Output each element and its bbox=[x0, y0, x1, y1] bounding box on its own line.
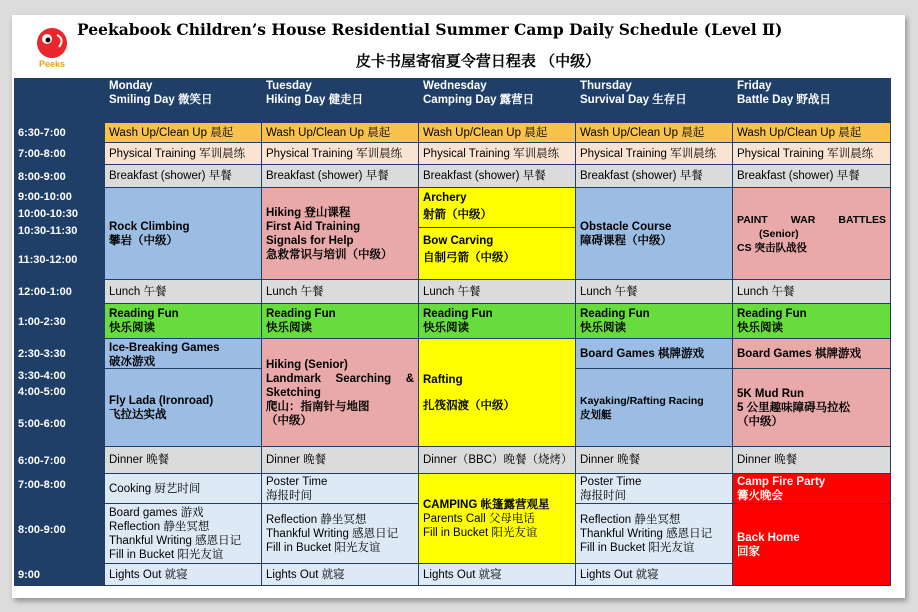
cell-text: Rafting bbox=[423, 373, 463, 386]
cell-text: 回家 bbox=[737, 545, 760, 558]
cell-text: Landmark Searching & bbox=[266, 372, 414, 385]
activity-lights-out bbox=[105, 564, 262, 586]
cell-text: PAINT WAR BATTLES bbox=[737, 213, 886, 226]
cell-text: Reading Fun bbox=[266, 308, 336, 320]
time-slot: 3:30-4:00 bbox=[14, 369, 105, 383]
cell-text: Thankful Writing 感恩日记 bbox=[580, 527, 713, 540]
activity-breakfast bbox=[419, 165, 576, 188]
cell-text: Reflection 静坐冥想 bbox=[580, 513, 681, 526]
cell-text: Fill in Bucket 阳光友谊 bbox=[109, 548, 224, 561]
cell-text: 5K Mud Run bbox=[737, 387, 805, 400]
time-slot: 8:00-9:00 bbox=[14, 496, 105, 564]
activity-reading bbox=[262, 304, 419, 339]
activity-fly-lada bbox=[105, 369, 262, 447]
activity-rafting bbox=[419, 339, 576, 447]
cell-text: 急救常识与培训（中级） bbox=[266, 248, 393, 261]
cell-text: Signals for Help bbox=[266, 234, 354, 247]
activity-ice-breaking bbox=[105, 339, 262, 369]
activity-camping bbox=[419, 474, 576, 564]
activity-lights-out bbox=[576, 564, 733, 586]
activity-poster-time bbox=[576, 474, 733, 504]
activity-washup bbox=[733, 123, 891, 143]
activity-dinner bbox=[576, 447, 733, 474]
time-slot: 10:00-10:30 bbox=[14, 206, 105, 222]
cell-text: Breakfast (shower) 早餐 bbox=[737, 170, 860, 182]
activity-training bbox=[733, 143, 891, 165]
cell-text: （中级） bbox=[266, 414, 312, 427]
cell-text: Lunch 午餐 bbox=[737, 285, 795, 298]
activity-dinner bbox=[105, 447, 262, 474]
cell-text: 破冰游戏 bbox=[109, 356, 155, 368]
day-header-wednesday bbox=[419, 78, 576, 112]
cell-text: Poster Time bbox=[266, 475, 328, 488]
cell-text: (Senior) bbox=[759, 227, 799, 240]
cell-text: Breakfast (shower) 早餐 bbox=[266, 170, 389, 182]
activity-archery bbox=[419, 188, 576, 228]
cell-text: 快乐阅读 bbox=[580, 322, 626, 334]
page-title-zh: 皮卡书屋寄宿夏令营日程表 （中级） bbox=[355, 53, 601, 70]
cell-text: Fill in Bucket 阳光友谊 bbox=[266, 541, 381, 554]
activity-cooking bbox=[105, 474, 262, 504]
activity-bow-carving bbox=[419, 228, 576, 280]
cell-text: Dinner 晚餐 bbox=[580, 454, 641, 466]
activity-mud-run bbox=[733, 369, 891, 447]
cell-text: 自制弓箭（中级） bbox=[423, 252, 515, 264]
cell-text: 海报时间 bbox=[580, 489, 626, 502]
activity-washup bbox=[105, 123, 262, 143]
activity-back-home bbox=[733, 504, 891, 586]
time-slot: 11:30-12:00 bbox=[14, 240, 105, 280]
cell-text: 攀岩（中级） bbox=[109, 234, 178, 247]
time-slot: 7:00-8:00 bbox=[14, 143, 105, 165]
cell-text: Lights Out 就寝 bbox=[109, 568, 188, 581]
cell-text: 5 公里趣味障碍马拉松 bbox=[737, 401, 851, 414]
cell-text: 海报时间 bbox=[266, 489, 312, 502]
cell-text: Lunch 午餐 bbox=[109, 285, 167, 298]
cell-text: Poster Time bbox=[580, 475, 642, 488]
cell-text: Reflection 静坐冥想 bbox=[266, 513, 367, 526]
activity-reading bbox=[576, 304, 733, 339]
logo-text: Peeks bbox=[38, 59, 66, 69]
cell-text: Dinner 晚餐 bbox=[109, 454, 170, 466]
cell-text: Dinner 晚餐 bbox=[266, 454, 327, 466]
activity-training bbox=[419, 143, 576, 165]
activity-breakfast bbox=[576, 165, 733, 188]
time-slot: 9:00 bbox=[14, 564, 105, 586]
time-slot: 7:00-8:00 bbox=[14, 474, 105, 496]
cell-text: Lunch 午餐 bbox=[423, 285, 481, 298]
activity-lunch bbox=[105, 280, 262, 304]
day-name: Wednesday bbox=[423, 80, 487, 92]
cell-text: 扎筏泅渡（中级） bbox=[423, 399, 515, 412]
cell-text: 篝火晚会 bbox=[737, 489, 783, 502]
cell-text: 快乐阅读 bbox=[423, 322, 469, 334]
activity-poster-time bbox=[262, 474, 419, 504]
activity-training bbox=[262, 143, 419, 165]
activity-dinner-bbq bbox=[419, 447, 576, 474]
time-slot: 12:00-1:00 bbox=[14, 280, 105, 304]
cell-text: Physical Training 军训晨练 bbox=[737, 147, 874, 160]
time-slot: 10:30-11:30 bbox=[14, 222, 105, 240]
cell-text: Fly Lada (Ironroad) bbox=[109, 394, 214, 407]
cell-text: Parents Call 父母电话 bbox=[423, 512, 535, 525]
day-theme: Battle Day 野战日 bbox=[737, 94, 831, 106]
cell-text: 快乐阅读 bbox=[109, 322, 155, 334]
cell-text: Camp Fire Party bbox=[737, 475, 826, 488]
activity-rock-climbing bbox=[105, 188, 262, 280]
time-slot: 6:30-7:00 bbox=[14, 123, 105, 143]
activity-training bbox=[576, 143, 733, 165]
day-header-friday bbox=[733, 78, 891, 112]
cell-text: Board Games 棋牌游戏 bbox=[737, 347, 861, 360]
cell-text: Lunch 午餐 bbox=[266, 285, 324, 298]
cell-text: Archery bbox=[423, 192, 467, 204]
cell-text: Reflection 静坐冥想 bbox=[109, 520, 210, 533]
activity-breakfast bbox=[105, 165, 262, 188]
activity-evening-reflection bbox=[576, 504, 733, 564]
activity-reading bbox=[733, 304, 891, 339]
activity-reading bbox=[105, 304, 262, 339]
cell-text: Wash Up/Clean Up 晨起 bbox=[737, 126, 862, 139]
cell-text: Sketching bbox=[266, 386, 321, 399]
cell-text: 快乐阅读 bbox=[266, 322, 312, 334]
activity-training bbox=[105, 143, 262, 165]
cell-text: Back Home bbox=[737, 531, 800, 544]
activity-evening-reflection bbox=[262, 504, 419, 564]
cell-text: Ice-Breaking Games bbox=[109, 342, 220, 354]
cell-text: Board games 游戏 bbox=[109, 506, 204, 519]
day-name: Thursday bbox=[580, 80, 632, 92]
cell-text: Wash Up/Clean Up 晨起 bbox=[423, 126, 548, 139]
cell-text: 障碍课程（中级） bbox=[580, 234, 672, 247]
cell-text: Fill in Bucket 阳光友谊 bbox=[580, 541, 695, 554]
cell-text: CS 突击队战役 bbox=[737, 241, 808, 254]
day-name: Friday bbox=[737, 80, 772, 92]
activity-lights-out bbox=[262, 564, 419, 586]
activity-lunch bbox=[262, 280, 419, 304]
activity-board-games bbox=[733, 339, 891, 369]
cell-text: Lights Out 就寝 bbox=[423, 568, 502, 581]
cell-text: Hiking 登山课程 bbox=[266, 206, 351, 219]
cell-text: Thankful Writing 感恩日记 bbox=[266, 527, 399, 540]
time-slot: 4:00-5:00 bbox=[14, 383, 105, 401]
cell-text: Breakfast (shower) 早餐 bbox=[109, 170, 232, 182]
cell-text: 皮划艇 bbox=[580, 408, 612, 421]
cell-text: Cooking 厨艺时间 bbox=[109, 482, 201, 495]
day-theme: Smiling Day 微笑日 bbox=[109, 94, 213, 106]
activity-evening-reflection bbox=[105, 504, 262, 564]
activity-hiking-first-aid bbox=[262, 188, 419, 280]
time-slot: 6:00-7:00 bbox=[14, 447, 105, 474]
activity-hiking-senior bbox=[262, 339, 419, 447]
activity-lunch bbox=[576, 280, 733, 304]
cell-text: First Aid Training bbox=[266, 220, 361, 233]
cell-text: 飞拉达实战 bbox=[109, 408, 167, 421]
activity-paint-war bbox=[733, 188, 891, 280]
cell-text: Board Games 棋牌游戏 bbox=[580, 347, 704, 360]
cell-text: Reading Fun bbox=[109, 308, 179, 320]
activity-lights-out bbox=[419, 564, 576, 586]
corner-cell bbox=[14, 78, 105, 112]
page-title-en-text: Peekabook Children’s House Residential Summer Camp Daily Schedule (Level Ⅱ) bbox=[77, 20, 783, 39]
cell-text: Breakfast (shower) 早餐 bbox=[580, 170, 703, 182]
time-slot: 9:00-10:00 bbox=[14, 188, 105, 206]
cell-text: Lights Out 就寝 bbox=[580, 568, 659, 581]
activity-washup bbox=[262, 123, 419, 143]
cell-text: Reading Fun bbox=[423, 308, 493, 320]
cell-text: Dinner（BBC）晚餐（烧烤） bbox=[423, 454, 573, 466]
day-header-tuesday bbox=[262, 78, 419, 112]
day-name: Tuesday bbox=[266, 80, 312, 92]
cell-text: Wash Up/Clean Up 晨起 bbox=[109, 126, 234, 139]
cell-text: Fill in Bucket 阳光友谊 bbox=[423, 526, 538, 539]
day-header-thursday bbox=[576, 78, 733, 112]
time-slot: 1:00-2:30 bbox=[14, 304, 105, 339]
cell-text: Rock Climbing bbox=[109, 220, 190, 233]
activity-dinner bbox=[733, 447, 891, 474]
cell-text: Obstacle Course bbox=[580, 220, 672, 233]
time-slot: 8:00-9:00 bbox=[14, 165, 105, 188]
activity-lunch bbox=[733, 280, 891, 304]
cell-text: Breakfast (shower) 早餐 bbox=[423, 170, 546, 182]
cell-text: Reading Fun bbox=[737, 308, 807, 320]
cell-text: 爬山：指南针与地图 bbox=[266, 400, 370, 413]
cell-text: Dinner 晚餐 bbox=[737, 454, 798, 466]
day-header-monday bbox=[105, 78, 262, 112]
day-theme: Hiking Day 健走日 bbox=[266, 94, 364, 106]
activity-reading bbox=[419, 304, 576, 339]
cell-text: Bow Carving bbox=[423, 235, 494, 247]
schedule-table bbox=[14, 78, 891, 586]
day-theme: Survival Day 生存日 bbox=[580, 94, 687, 106]
cell-text: （中级） bbox=[737, 415, 783, 428]
day-name: Monday bbox=[109, 80, 153, 92]
cell-text: Lights Out 就寝 bbox=[266, 568, 345, 581]
cell-text: Hiking (Senior) bbox=[266, 358, 348, 371]
activity-washup bbox=[576, 123, 733, 143]
activity-obstacle-course bbox=[576, 188, 733, 280]
activity-dinner bbox=[262, 447, 419, 474]
time-slot: 2:30-3:30 bbox=[14, 339, 105, 369]
cell-text: Physical Training 军训晨练 bbox=[266, 147, 403, 160]
activity-board-games bbox=[576, 339, 733, 369]
cell-text: Physical Training 军训晨练 bbox=[109, 147, 246, 160]
cell-text: Reading Fun bbox=[580, 308, 650, 320]
cell-text: Physical Training 军训晨练 bbox=[423, 147, 560, 160]
activity-washup bbox=[419, 123, 576, 143]
cell-text: Wash Up/Clean Up 晨起 bbox=[580, 126, 705, 139]
cell-text: Thankful Writing 感恩日记 bbox=[109, 534, 242, 547]
time-slot: 5:00-6:00 bbox=[14, 401, 105, 447]
cell-text: 快乐阅读 bbox=[737, 322, 783, 334]
activity-lunch bbox=[419, 280, 576, 304]
activity-breakfast bbox=[733, 165, 891, 188]
cell-text: Lunch 午餐 bbox=[580, 285, 638, 298]
day-theme: Camping Day 露营日 bbox=[423, 94, 535, 106]
cell-text: Kayaking/Rafting Racing bbox=[580, 394, 704, 407]
activity-breakfast bbox=[262, 165, 419, 188]
cell-text: Physical Training 军训晨练 bbox=[580, 147, 717, 160]
cell-text: 射箭（中级） bbox=[423, 209, 492, 221]
cell-text: CAMPING 帐篷露营观星 bbox=[423, 498, 550, 511]
cell-text: Wash Up/Clean Up 晨起 bbox=[266, 126, 391, 139]
activity-camp-fire bbox=[733, 474, 891, 504]
activity-kayaking bbox=[576, 369, 733, 447]
